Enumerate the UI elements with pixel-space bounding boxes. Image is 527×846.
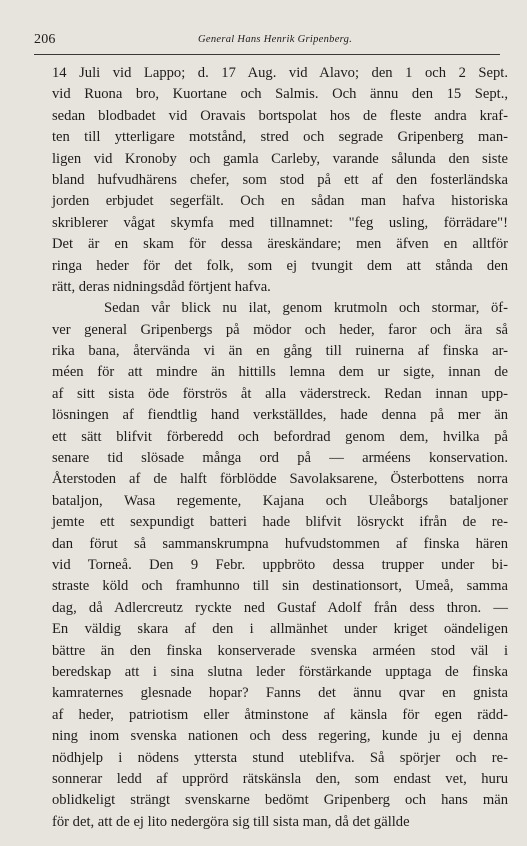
text-line: ett sätt blifvit förberedd och befordrad genom dem, hvilka på: [52, 428, 508, 445]
text-line: af heder, patriotism eller åtminstone af känsla för egen rädd-: [52, 706, 508, 723]
text-line: ligen vid Kronoby och gamla Carleby, varande sålunda den siste: [52, 150, 508, 167]
text-line: bataljon, Wasa regemente, Kajana och Uleåborgs bataljoner: [52, 492, 508, 509]
text-line: för det, att de ej lito nedergöra sig till sista man, då det gällde: [52, 813, 410, 830]
text-line: En väldig skara af den i allmänhet under kriget oändeligen: [52, 621, 508, 638]
text-line: beredskap att i sina slutna leder förstärkande upptaga de finska: [52, 663, 508, 680]
text-line: senare tid slösade många ord på — arméens konservation.: [52, 450, 508, 467]
text-line: bland hufvudhärens chefer, som stod på ett af den fosterländska: [52, 171, 508, 188]
text-line: straste köld och framhunno till sin destinationsort, Umeå, samma: [52, 578, 508, 595]
text-line: Sedan vår blick nu ilat, genom krutmoln och stormar, öf-: [104, 300, 508, 317]
page-number: 206: [34, 32, 56, 47]
text-line: kamraternes glesnade hopar? Fanns det ännu qvar en gnista: [52, 685, 508, 702]
text-line: vid Torneå. Den 9 Febr. uppbröto dessa trupper under bi-: [52, 556, 508, 573]
text-line: Det är en skam för dessa äreskändare; men äfven en alltför: [52, 236, 508, 253]
text-line: méen för att mindre än hittills lemna dem ur sigte, innan de: [52, 364, 508, 381]
text-line: sedan blodbadet vid Oravais bortspolat hos de fleste andra kraf-: [52, 107, 508, 124]
header-rule: [34, 54, 500, 55]
text-line: dag, då Adlercreutz ryckte ned Gustaf Adolf från dess thron. —: [52, 599, 508, 616]
text-line: nödhjelp i nödens yttersta stund uteblifva. Så spörjer och re-: [52, 749, 508, 766]
text-line: sonnerar ledd af upprörd rätskänsla den, som endast vet, huru: [52, 770, 508, 787]
text-line: skriblerer vågat skymfa med tillnamnet: "feg usling, förrädare"!: [52, 214, 508, 231]
running-title: General Hans Henrik Gripenberg.: [198, 34, 353, 45]
body-text: [52, 63, 508, 833]
text-line: af sitt sista öde förströs åt alla väderstreck. Redan innan upp-: [52, 385, 508, 402]
text-line: vid Ruona bro, Kuortane och Salmis. Och ännu den 15 Sept.,: [52, 86, 508, 103]
text-line: rika bana, återvända vi än en gång till ruinerna af finska ar-: [52, 343, 508, 360]
text-line: jemte ett sexpundigt batteri hade blifvit lösryckt ifrån de re-: [52, 514, 508, 531]
text-line: rätt, deras nidningsdåd förtjent hafva.: [52, 278, 271, 295]
text-line: bättre än den finska konserverade svenska arméen stod väl i: [52, 642, 508, 659]
text-line: lösningen af fiendtlig hand verkställdes, hade denna på mer än: [52, 407, 508, 424]
text-line: dan förut så sammanskrumpna hufvudstommen af finska hären: [52, 535, 508, 552]
text-line: ten till ytterligare motstånd, stred och segrade Gripenberg man-: [52, 129, 508, 146]
text-line: ning inom svenska nationen och dess regering, kunde ju ej denna: [52, 728, 508, 745]
text-line: ringa heder för det folk, som ej tvungit dem att stånda den: [52, 257, 508, 274]
text-line: Återstoden af de halft förblödde Savolaksarene, Österbottens norra: [52, 471, 508, 488]
text-line: jorden erbjudet segerfält. Och en sådan man hafva historiska: [52, 193, 508, 210]
text-line: 14 Juli vid Lappo; d. 17 Aug. vid Alavo; den 1 och 2 Sept.: [52, 65, 508, 81]
text-line: oblidkeligt strängt svenskarne bedömt Gripenberg och hans män: [52, 792, 508, 809]
text-line: ver general Gripenbergs på mödor och heder, faror och ära så: [52, 321, 508, 338]
